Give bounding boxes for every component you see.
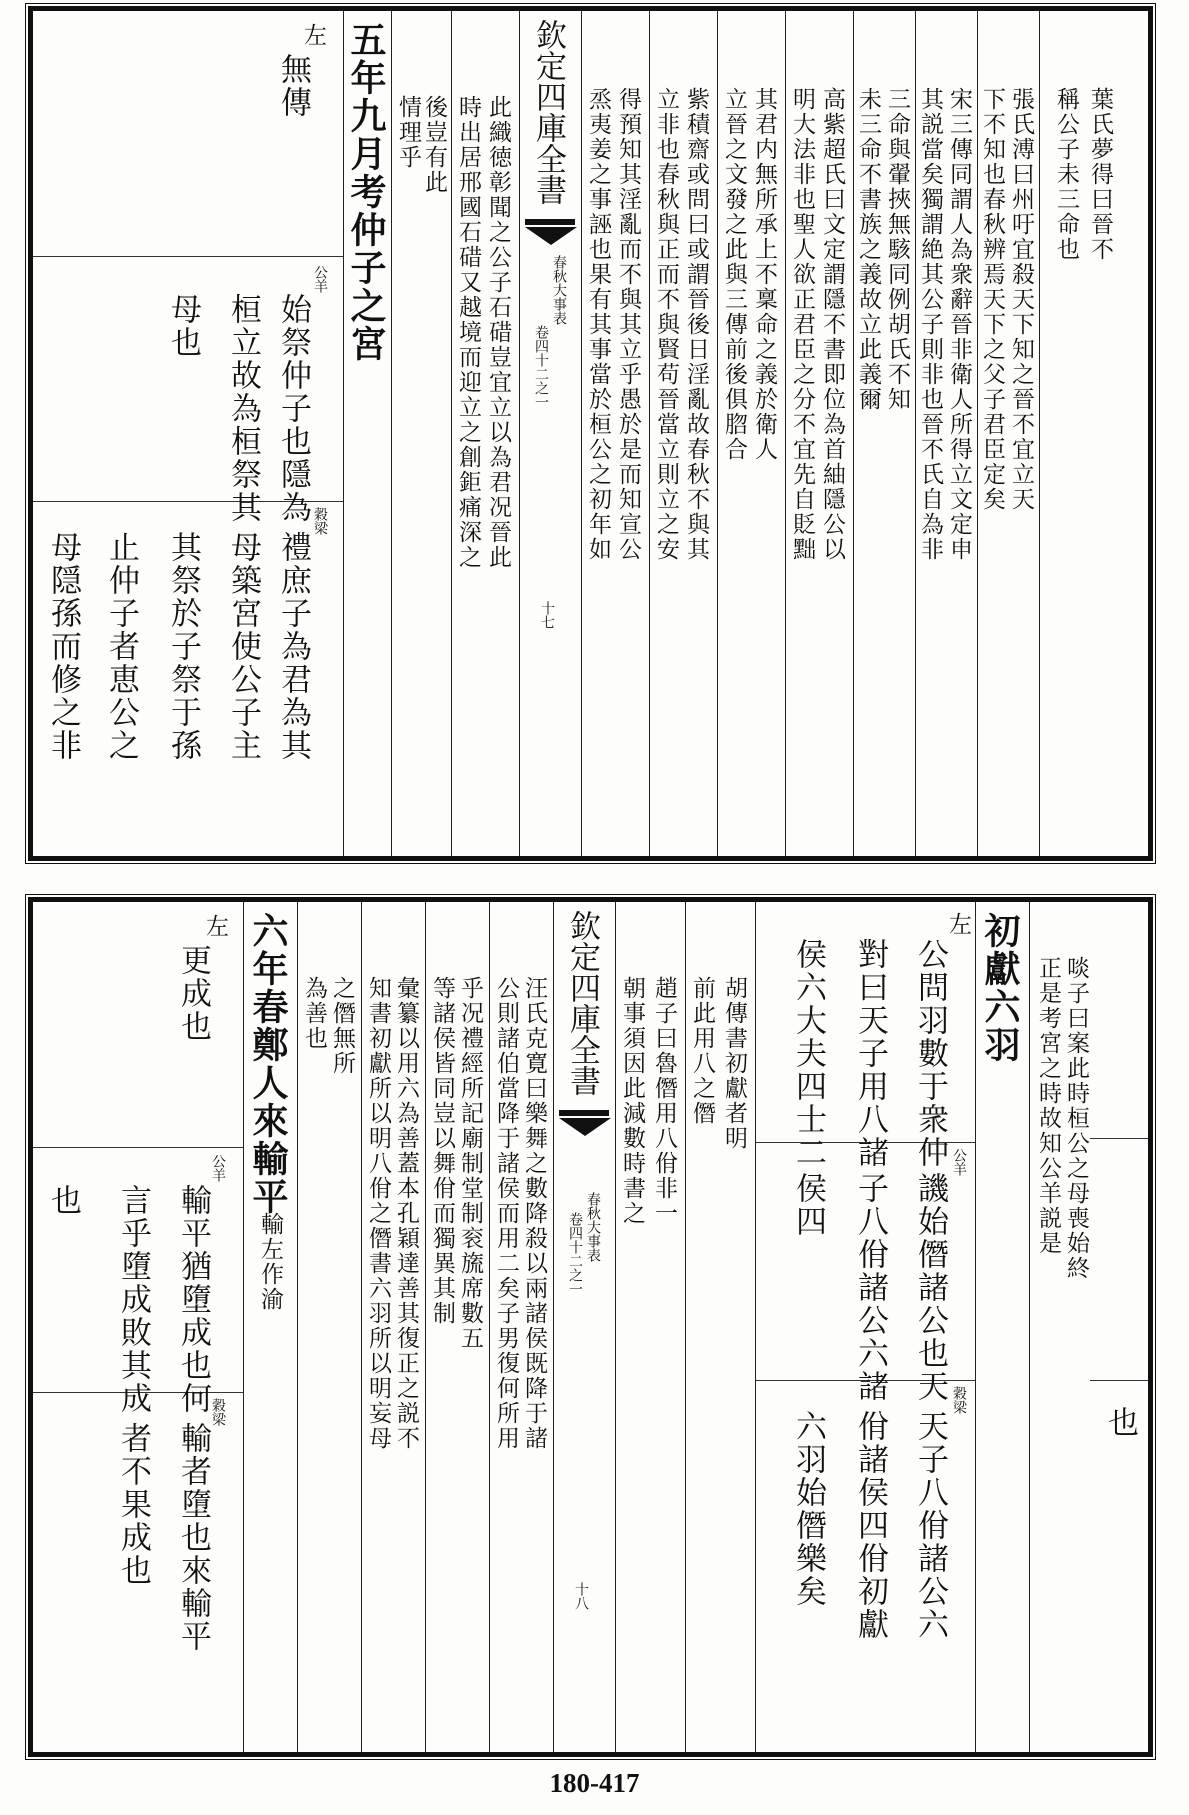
commentary-column bbox=[361, 902, 425, 1752]
text-line: 正是考宮之時故知公羊説是 bbox=[1035, 956, 1061, 1256]
left-commentary-block bbox=[33, 902, 243, 1752]
guliang-line-2: 者不果成也 bbox=[115, 1422, 151, 1587]
text-line: 未三命不書族之義故立此義爾 bbox=[855, 87, 881, 412]
text-line: 知書初獻所以明八佾之僭書六羽所以明妄母 bbox=[365, 976, 391, 1451]
text-line: 彙纂以用六為善蓋本孔穎達善其復正之説不 bbox=[393, 976, 419, 1451]
text-line: 朝事須因此減數時書之 bbox=[619, 976, 645, 1226]
variant-note: 輸左作渝 bbox=[257, 1212, 283, 1312]
text-line: 紫積齋或問曰或謂晉後日淫亂故春秋不與其 bbox=[683, 87, 709, 562]
guliang-line-4: 止仲子者恵公之 bbox=[103, 531, 139, 762]
commentary-column bbox=[297, 902, 361, 1752]
text-line: 等諸侯皆同豈以舞佾而獨異其制 bbox=[429, 976, 455, 1326]
page-number: 十七 bbox=[539, 601, 555, 629]
main-entry-text: 六年春鄭人來輸平 bbox=[247, 912, 289, 1216]
guliang-line-1: 輸者墮也來輸平 bbox=[175, 1422, 211, 1653]
main-entry-column bbox=[975, 902, 1029, 1752]
commentary-column bbox=[853, 11, 915, 856]
main-entry-column bbox=[243, 902, 297, 1752]
text-line: 汪氏克寛曰樂舞之數降殺以兩諸侯既降于諸 bbox=[521, 976, 547, 1451]
text-line: 稱公子未三命也 bbox=[1053, 87, 1079, 262]
main-entry-column bbox=[343, 11, 391, 856]
text-line: 葉氏夢得曰晉不 bbox=[1087, 87, 1113, 262]
text-line: 高紫超氏曰文定謂隱不書即位為首紬隱公以 bbox=[819, 87, 845, 562]
series-title: 欽定四庫全書 bbox=[530, 19, 566, 205]
text-line: 其説當矣獨謂絶其公子則非也晉不氏自為非 bbox=[917, 87, 943, 562]
shichu-text: 時出居邢國石碏又越境而迎立之創鉅痛深之 bbox=[455, 95, 481, 570]
text-line: 乎况禮經所記廟制堂制衮旒席數五 bbox=[457, 976, 483, 1351]
zuo-label: 左 bbox=[300, 23, 326, 48]
commentary-column bbox=[977, 11, 1039, 856]
text-line: 對曰天子用八諸 bbox=[852, 938, 888, 1169]
text-line: 譏始僭諸公也天 bbox=[912, 1172, 948, 1403]
commentary-column bbox=[685, 902, 755, 1752]
text-line: 三命與翬挾無駭同例胡氏不知 bbox=[884, 87, 910, 412]
guliang-label-right: 穀梁 bbox=[951, 1386, 967, 1414]
commentary-column bbox=[615, 902, 685, 1752]
commentary-column bbox=[451, 11, 519, 856]
gongyang-label-right: 公羊 bbox=[951, 1148, 967, 1176]
guliang-label: 穀梁 bbox=[312, 507, 328, 535]
gongyang-line-3: 也 bbox=[45, 1184, 81, 1217]
page-number: 十八 bbox=[573, 1582, 589, 1610]
juan-label: 卷四十二之一 bbox=[567, 1212, 583, 1296]
commentary-column bbox=[717, 11, 785, 856]
text-line: 侯六大夫四士二 bbox=[790, 938, 826, 1169]
text-line: 張氏溥曰州吁宜殺天下知之晉不宜立天 bbox=[1008, 87, 1034, 512]
book-subtitle: 春秋大事表 bbox=[551, 255, 567, 325]
text-line: 啖子曰案此時桓公之母喪始終 bbox=[1063, 956, 1089, 1281]
gongyang-line-3: 母也 bbox=[165, 293, 201, 359]
gongyang-label: 公羊 bbox=[210, 1154, 226, 1182]
text-line: 也 bbox=[1102, 1406, 1138, 1439]
text-line: 侯四 bbox=[790, 1172, 826, 1238]
commentary-column bbox=[391, 11, 451, 856]
commentary-column bbox=[581, 11, 649, 856]
gongyang-label: 公羊 bbox=[312, 265, 328, 293]
qingli-text: 情理乎 bbox=[395, 95, 421, 170]
text-line: 得預知其淫亂而不與其立乎愚於是而知宣公 bbox=[615, 87, 641, 562]
genchengye-text: 更成也 bbox=[175, 944, 211, 1043]
guliang-line-2: 母築宮使公子主 bbox=[225, 531, 261, 762]
main-entry-text: 五年九月考仲子之宮 bbox=[345, 21, 387, 363]
guliang-line-3: 其祭於子祭于孫 bbox=[165, 531, 201, 762]
text-line: 子八佾諸公六諸 bbox=[852, 1172, 888, 1403]
gongyang-line-1: 輸平猶墮成也何 bbox=[175, 1184, 211, 1415]
text-line: 趙子曰魯僭用八佾非一 bbox=[651, 976, 677, 1226]
center-fold-column bbox=[519, 11, 581, 856]
gongyang-line-2: 言乎墮成敗其成 bbox=[115, 1184, 151, 1415]
gongyang-line-2: 桓立故為桓祭其 bbox=[225, 293, 261, 524]
text-line: 公問羽數于衆仲 bbox=[912, 938, 948, 1169]
text-line: 下不知也春秋辨焉天下之父子君臣定矣 bbox=[979, 87, 1005, 512]
zuo-label-right: 左 bbox=[945, 912, 971, 937]
zuo-label: 左 bbox=[202, 914, 228, 939]
guliang-line-1: 禮庶子為君為其 bbox=[275, 531, 311, 762]
text-line: 公則諸伯當降于諸侯而用二矣子男復何所用 bbox=[493, 976, 519, 1451]
text-line: 之僭無所 bbox=[329, 976, 355, 1076]
text-line: 為善也 bbox=[301, 976, 327, 1051]
commentary-column bbox=[915, 11, 977, 856]
center-fold-column bbox=[553, 902, 615, 1752]
text-line: 立非也春秋與正而不與賢苟晉當立則立之安 bbox=[653, 87, 679, 562]
commentary-column bbox=[489, 902, 553, 1752]
book-subtitle: 春秋大事表 bbox=[585, 1192, 601, 1262]
text-line: 其君内無所承上不稟命之義於衛人 bbox=[751, 87, 777, 462]
commentary-column bbox=[425, 902, 489, 1752]
text-line: 明大法非也聖人欲正君臣之分不宜先自貶黜 bbox=[789, 87, 815, 562]
text-line: 天子八佾諸公六 bbox=[912, 1410, 948, 1641]
right-main-entry: 初獻六羽 bbox=[979, 912, 1021, 1064]
guliang-line-5: 母隠孫而修之非 bbox=[45, 531, 81, 762]
houqi-text: 後豈有此 bbox=[421, 95, 447, 195]
bottom-page bbox=[28, 897, 1153, 1757]
commentary-column bbox=[1039, 11, 1148, 856]
text-line: 立晉之文發之此與三傳前後俱脗合 bbox=[721, 87, 747, 462]
commentary-column bbox=[649, 11, 717, 856]
text-line: 前此用八之僭 bbox=[689, 976, 715, 1126]
text-line: 烝夷姜之事誣也果有其事當於桓公之初年如 bbox=[585, 87, 611, 562]
text-line: 胡傳書初獻者明 bbox=[721, 976, 747, 1151]
juan-label: 卷四十二之一 bbox=[533, 325, 549, 409]
top-page bbox=[28, 6, 1153, 861]
text-line: 六羽始僭樂矣 bbox=[790, 1410, 826, 1608]
series-title: 欽定四庫全書 bbox=[564, 910, 600, 1096]
gongyang-line-1: 始祭仲子也隱為 bbox=[275, 293, 311, 524]
commentary-column bbox=[785, 11, 853, 856]
right-commentary-block bbox=[755, 902, 975, 1752]
cizhi-text: 此織徳彰聞之公子石碏豈宜立以為君况晉此 bbox=[485, 95, 511, 570]
guliang-label: 穀梁 bbox=[210, 1398, 226, 1426]
wuzhuan-text: 無傳 bbox=[275, 53, 311, 119]
folio-number: 180-417 bbox=[549, 1768, 640, 1798]
text-line: 佾諸侯四佾初獻 bbox=[852, 1410, 888, 1641]
commentary-column bbox=[1029, 902, 1148, 1752]
left-commentary-block bbox=[33, 11, 343, 856]
text-line: 宋三傳同謂人為衆辭晉非衛人所得立文定申 bbox=[946, 87, 972, 562]
